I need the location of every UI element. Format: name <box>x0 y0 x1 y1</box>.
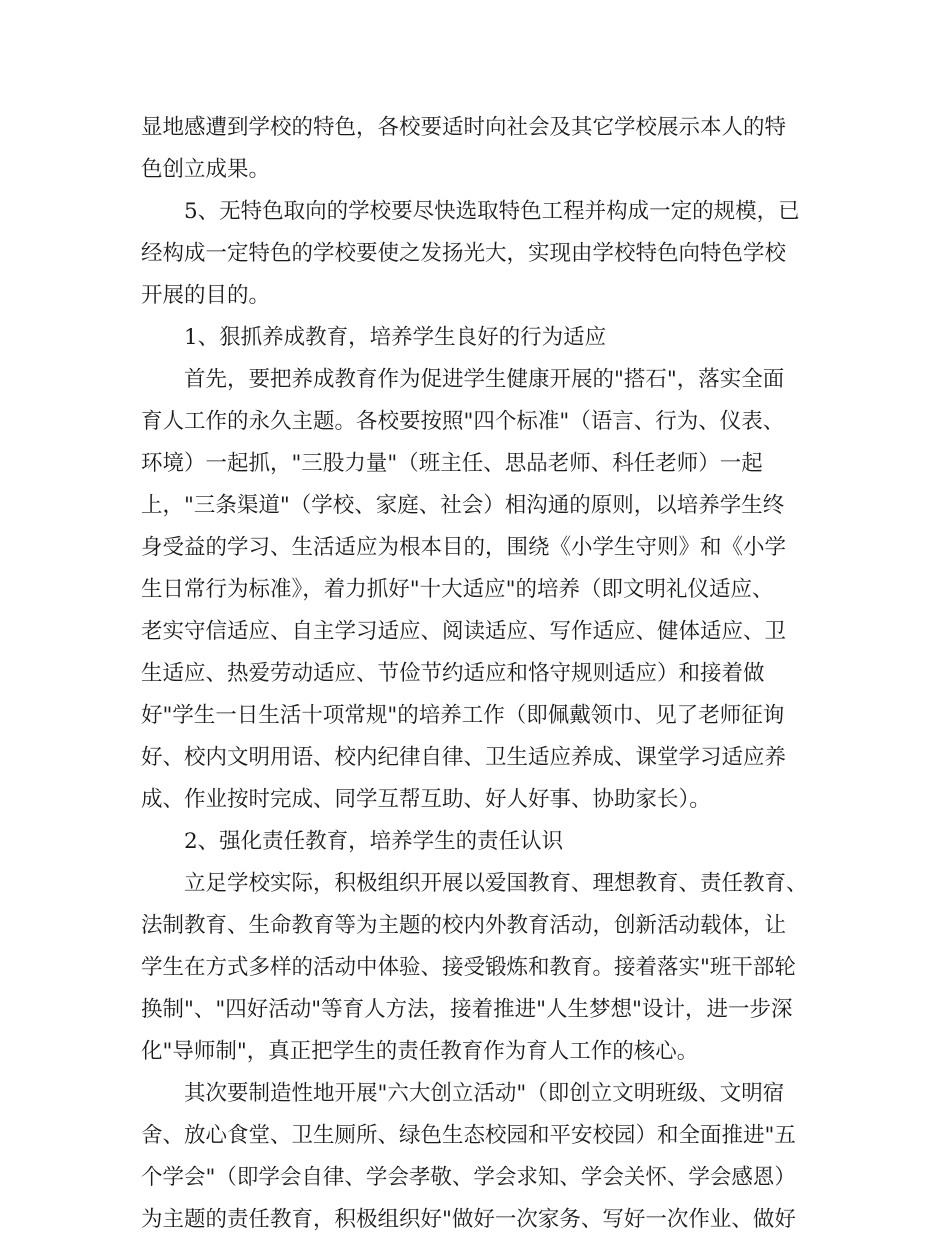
text-line: 生日常行为标准》，着力抓好"十大适应"的培养（即文明礼仪适应、 <box>141 577 774 602</box>
text-line: 好"学生一日生活十项常规"的培养工作（即佩戴领巾、见了老师征询 <box>141 703 785 728</box>
section-heading: 2、强化责任教育，培养学生的责任认识 <box>184 829 564 854</box>
text-line: 其次要制造性地开展"六大创立活动"（即创立文明班级、文明宿 <box>184 1081 785 1106</box>
text-line: 色创立成果。 <box>141 157 271 182</box>
text-line: 生适应、热爱劳动适应、节俭节约适应和恪守规则适应）和接着做 <box>141 661 765 686</box>
text-line: 开展的目的。 <box>141 283 271 308</box>
document-body <box>141 107 831 1241</box>
text-line: 法制教育、生命教育等为主题的校内外教育活动，创新活动载体，让 <box>141 913 787 938</box>
text-line: 身受益的学习、生活适应为根本目的，围绕《小学生守则》和《小学 <box>141 535 787 560</box>
text-line: 环境）一起抓，"三股力量"（班主任、思品老师、科任老师）一起 <box>141 451 763 476</box>
section-heading: 1、狠抓养成教育，培养学生良好的行为适应 <box>184 325 607 350</box>
text-line: 好、校内文明用语、校内纪律自律、卫生适应养成、课堂学习适应养 <box>141 745 787 770</box>
text-line: 老实守信适应、自主学习适应、阅读适应、写作适应、健体适应、卫 <box>141 619 787 644</box>
text-line: 化"导师制"，真正把学生的责任教育作为育人工作的核心。 <box>141 1039 699 1064</box>
text-line: 成、作业按时完成、同学互帮互助、好人好事、协助家长）。 <box>141 787 711 812</box>
text-line: 育人工作的永久主题。各校要按照"四个标准"（语言、行为、仪表、 <box>141 409 785 434</box>
text-line: 换制"、"四好活动"等育人方法，接着推进"人生梦想"设计，进一步深 <box>141 997 793 1022</box>
text-line: 个学会"（即学会自律、学会孝敬、学会求知、学会关怀、学会感恩） <box>141 1165 796 1190</box>
text-line: 立足学校实际，积极组织开展以爱国教育、理想教育、责任教育、 <box>184 871 808 896</box>
text-line: 首先，要把养成教育作为促进学生健康开展的"搭石"，落实全面 <box>184 367 785 392</box>
text-line: 学生在方式多样的活动中体验、接受锻炼和教育。接着落实"班干部轮 <box>141 955 796 980</box>
text-line: 5、无特色取向的学校要尽快选取特色工程并构成一定的规模，已 <box>184 199 800 224</box>
text-line: 上，"三条渠道"（学校、家庭、社会）相沟通的原则，以培养学生终 <box>141 493 785 518</box>
text-line: 经构成一定特色的学校要使之发扬光大，实现由学校特色向特色学校 <box>141 241 787 266</box>
text-line: 舍、放心食堂、卫生厕所、绿色生态校园和平安校园）和全面推进"五 <box>141 1123 796 1148</box>
text-line: 显地感遭到学校的特色，各校要适时向社会及其它学校展示本人的特 <box>141 115 787 140</box>
text-line: 为主题的责任教育，积极组织好"做好一次家务、写好一次作业、做好 <box>141 1207 796 1232</box>
